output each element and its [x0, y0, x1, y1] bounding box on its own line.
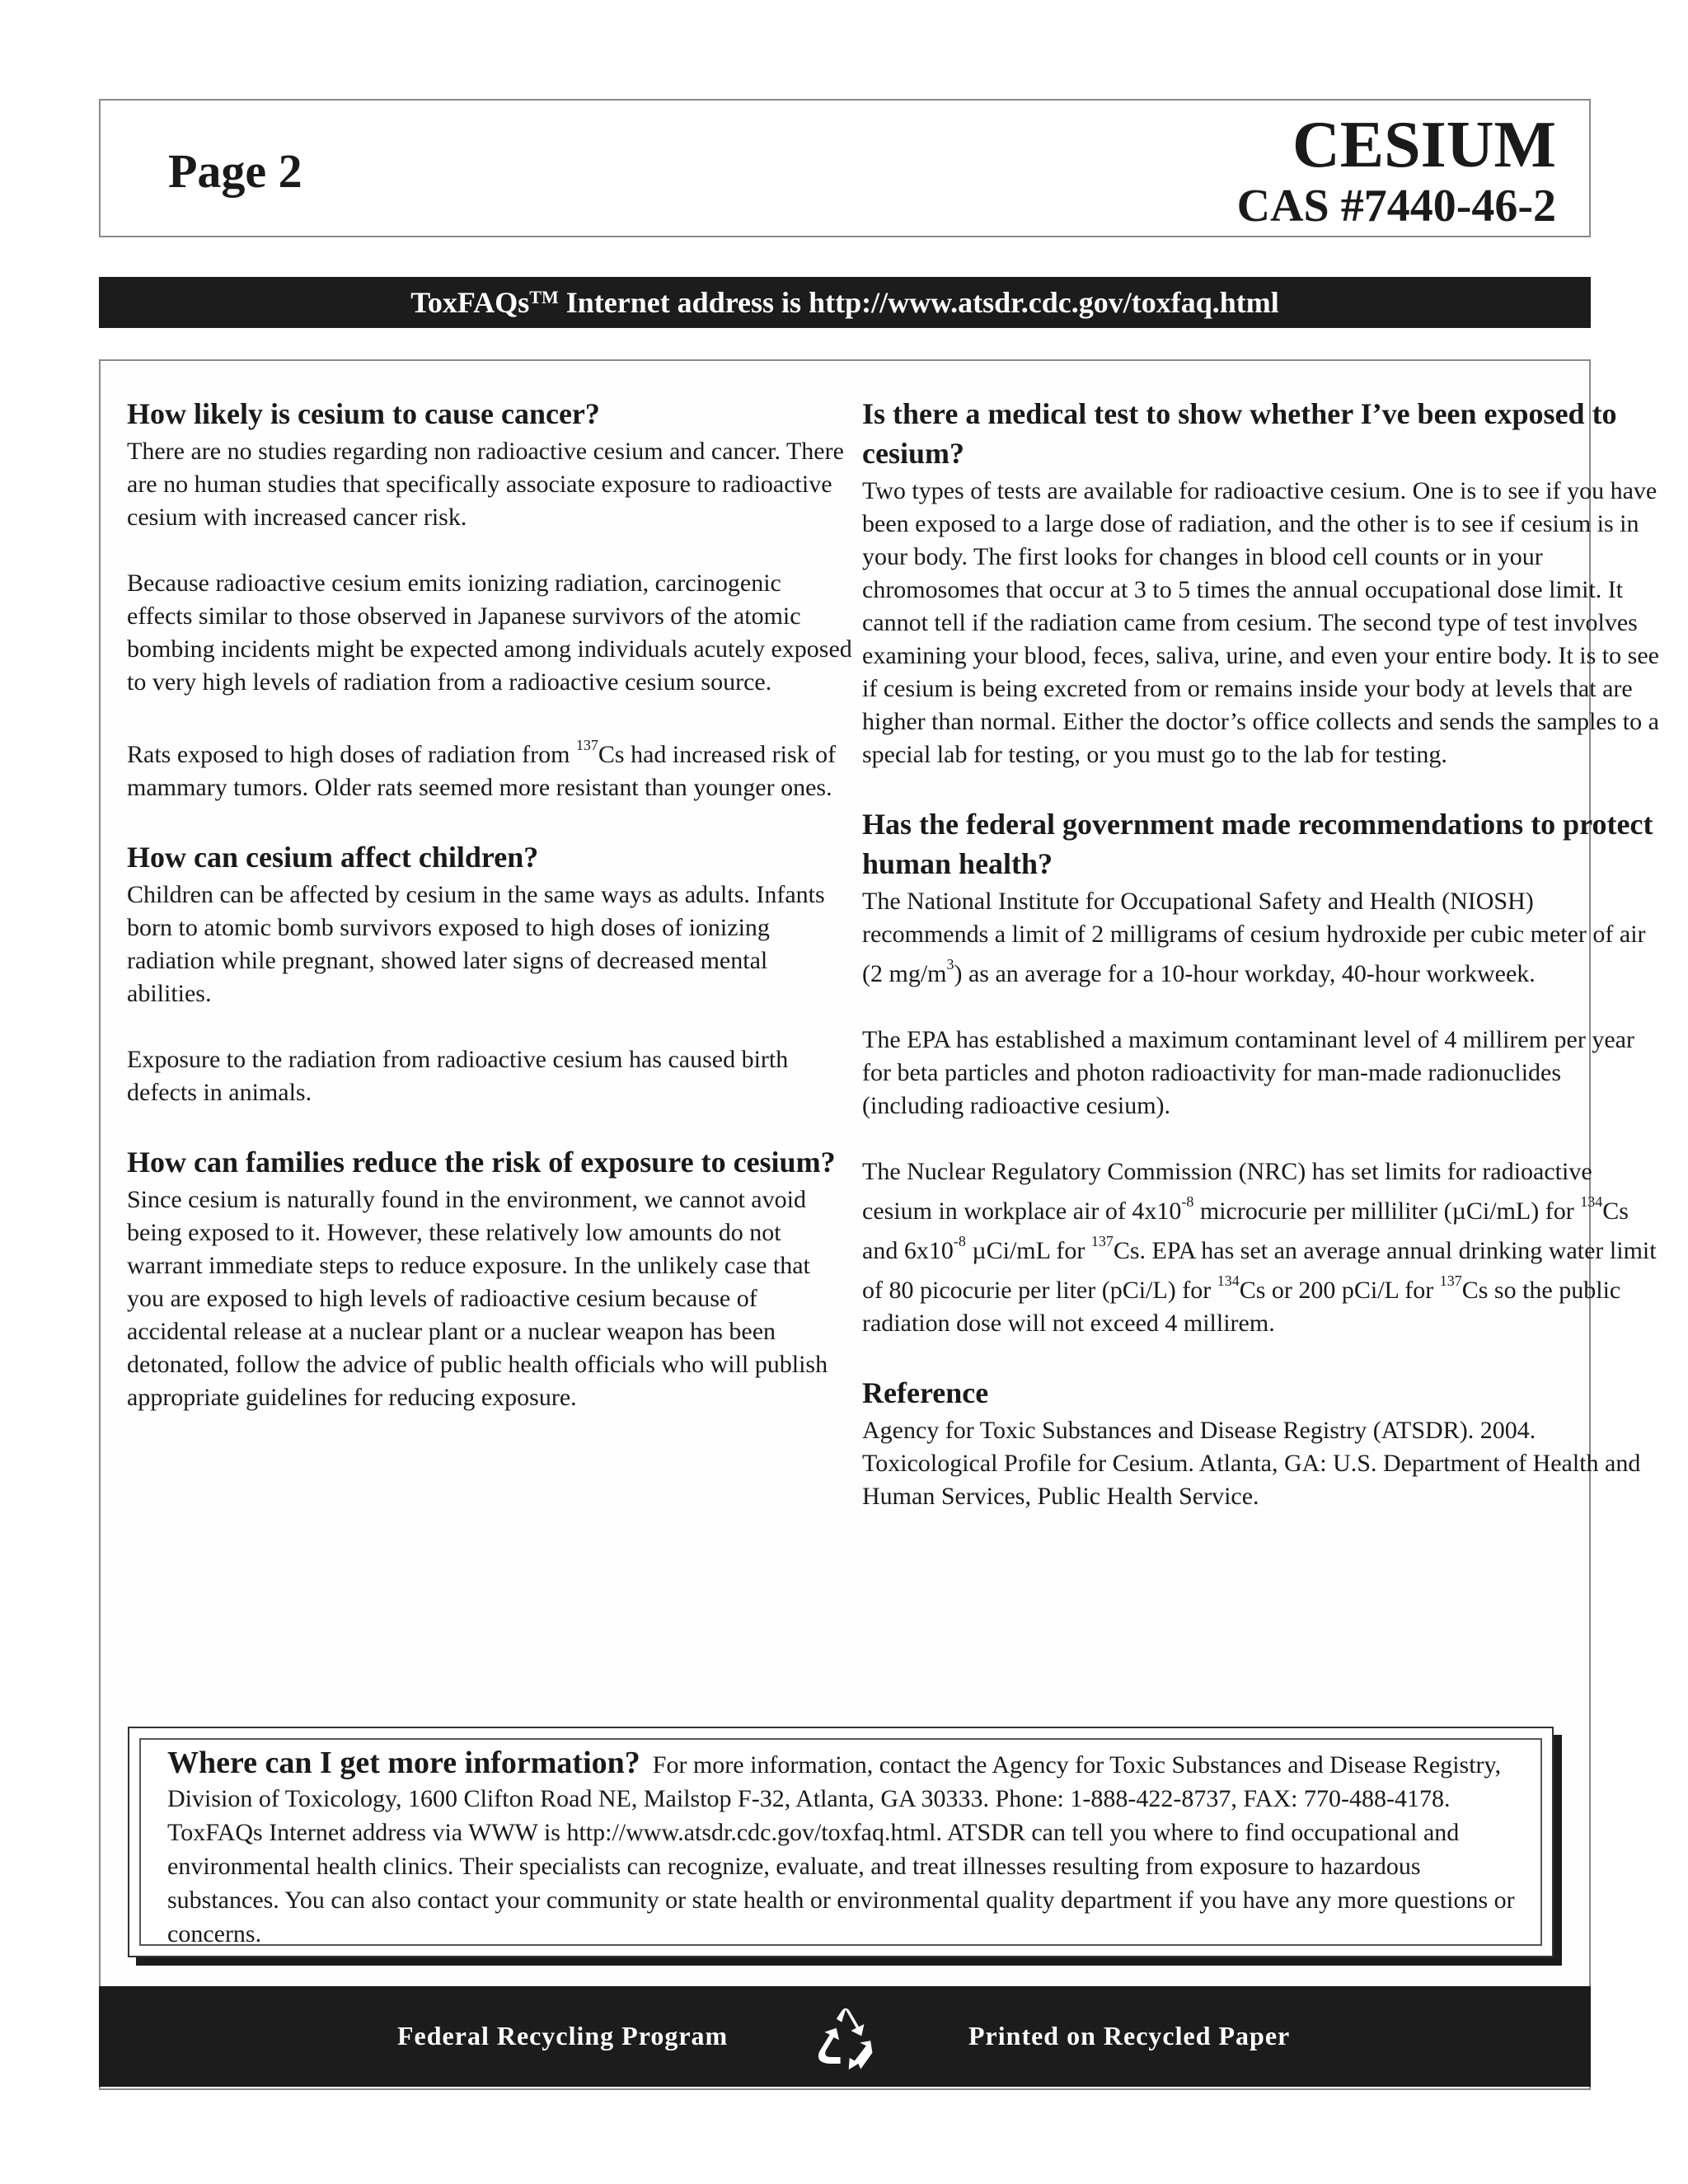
families-paragraph-1: Since cesium is naturally found in the environment, we cannot avoid being exposed to it. However, these relatively low amounts do not warrant immediate steps to reduce exposure. In the unlikely case that you are exposed to high levels of radioactive cesium because of accidental release at a nuclear plant or a nuclear weapon has been detonated, follow the advice of public health officials who will publish appropriate guidelines for reducing exposure.	[127, 1186, 828, 1411]
recommendations-paragraph-3	[862, 1155, 1662, 1340]
rec-p3-text-b: microcurie per milliliter (µCi/mL) for	[1193, 1197, 1581, 1225]
section-recommendations	[862, 804, 1662, 1340]
heading-medical-test: Is there a medical test to show whether I’ve been exposed to cesium?	[862, 397, 1617, 470]
recycled-paper-label: Printed on Recycled Paper	[968, 2021, 1291, 2050]
right-column	[862, 394, 1662, 1546]
document-title: CESIUM	[1292, 109, 1556, 181]
federal-recycling-label: Federal Recycling Program	[397, 2021, 729, 2050]
medical-test-paragraph-1: Two types of tests are available for radioactive cesium. One is to see if you have been exposed to a large dose of radiation, and the other is to see if cesium is in your body. The first looks for changes in blood cell counts or in your chromosomes that occur at 3 to 5 times the annual occupational dose limit. It cannot tell if the radiation came from cesium. The second type of test involves examining your blood, feces, saliva, urine, and even your entire body. It is to see if cesium is being excreted from or remains inside your body at levels that are higher than normal. Either the doctor’s office collects and sends the samples to a special lab for testing, or you must go to the lab for testing.	[862, 477, 1659, 768]
toxfaqs-banner	[99, 277, 1591, 328]
section-families	[127, 1142, 852, 1414]
children-paragraph-1: Children can be affected by cesium in the same ways as adults. Infants born to atomic bomb survivors exposed to high doses of ionizing radiation while pregnant, showed later signs of decreased mental abilities.	[127, 881, 825, 1007]
heading-reference: Reference	[862, 1376, 989, 1409]
cancer-p3-text-a: Rats exposed to high doses of radiation from	[127, 741, 576, 768]
isotope-superscript: 137	[1439, 1272, 1462, 1289]
heading-children: How can cesium affect children?	[127, 841, 539, 874]
more-information-heading: Where can I get more information?	[167, 1746, 640, 1780]
cancer-p3-text-b: Cs had increased risk of mammary tumors. Older rats seemed more resistant than younger ones.	[127, 741, 837, 801]
rec-p1-text-a: The National Institute for Occupational Safety and Health (NIOSH) recommends a limit of 2 milligrams of cesium hydroxide per cubic meter of air (2 mg/m	[862, 888, 1646, 987]
rec-p3-text-c: Cs and 6x10	[862, 1197, 1629, 1264]
header-box	[99, 99, 1591, 237]
rec-p3-text-f: Cs or 200 pCi/L for	[1239, 1277, 1440, 1304]
rec-p1-text-b: ) as an average for a 10-hour workday, 40-hour workweek.	[954, 960, 1536, 987]
section-medical-test	[862, 394, 1662, 771]
cancer-paragraph-3	[127, 732, 852, 804]
exponent-superscript: -8	[1181, 1193, 1194, 1210]
banner-trademark: TM	[529, 287, 559, 307]
cas-number: CAS #7440-46-2	[1236, 180, 1556, 232]
banner-prefix: ToxFAQs	[410, 286, 530, 319]
heading-families: How can families reduce the risk of exposure to cesium?	[127, 1146, 836, 1179]
section-reference	[862, 1373, 1662, 1513]
left-column	[127, 394, 852, 1447]
heading-cancer: How likely is cesium to cause cancer?	[127, 397, 600, 430]
recommendations-paragraph-2: The EPA has established a maximum contaminant level of 4 millirem per year for beta particles and photon radioactivity for man-made radionuclides (including radioactive cesium).	[862, 1026, 1634, 1119]
page-label: Page 2	[168, 144, 302, 198]
recycle-icon	[813, 2004, 879, 2070]
cancer-paragraph-2: Because radioactive cesium emits ionizing radiation, carcinogenic effects similar to those observed in Japanese survivors of the atomic bombing incidents might be expected among individuals acutely exposed to very high levels of radiation from a radioactive cesium source.	[127, 569, 852, 696]
recommendations-paragraph-1	[862, 885, 1662, 991]
more-information-text: For more information, contact the Agency for Toxic Substances and Disease Registry, Division of Toxicology, 1600 Clifton Road NE, Mailstop F-32, Atlanta, GA 30333. Phone: 1-888-422-8737, FAX: 770-488-4178. ToxFAQs Internet address via WWW is http://www.atsdr.cdc.gov/toxfaq.html. ATSDR can tell you where to find occupational and environmental health clinics. Their specialists can recognize, evaluate, and treat illnesses resulting from exposure to hazardous substances. You can also contact your community or state health or environmental quality department if you have any more questions or concerns.	[167, 1751, 1515, 1947]
cancer-paragraph-1: There are no studies regarding non radioactive cesium and cancer. There are no human studies that specifically associate exposure to radioactive cesium with increased cancer risk.	[127, 438, 844, 531]
rec-p3-text-e: Cs. EPA has set an average annual drinking water limit of 80 picocurie per liter (pCi/L) for	[862, 1237, 1657, 1304]
isotope-superscript: 137	[575, 737, 598, 753]
footer-bar	[99, 1986, 1591, 2087]
banner-address: Internet address is http://www.atsdr.cdc.gov/toxfaq.html	[558, 286, 1279, 319]
reference-paragraph-1: Agency for Toxic Substances and Disease Registry (ATSDR). 2004. Toxicological Profile for Cesium. Atlanta, GA: U.S. Department of Health and Human Services, Public Health Service.	[862, 1417, 1641, 1510]
exponent-superscript: -8	[953, 1233, 966, 1249]
cubic-superscript: 3	[946, 956, 954, 972]
rec-p3-text-a: The Nuclear Regulatory Commission (NRC) has set limits for radioactive cesium in workplace air of 4x10	[862, 1158, 1592, 1225]
isotope-superscript: 134	[1217, 1272, 1240, 1289]
section-children	[127, 837, 852, 1109]
more-information-inner	[139, 1738, 1542, 1946]
more-information-box	[128, 1727, 1554, 1957]
children-paragraph-2: Exposure to the radiation from radioactive cesium has caused birth defects in animals.	[127, 1046, 789, 1106]
rec-p3-text-d: µCi/mL for	[965, 1237, 1091, 1264]
isotope-superscript: 134	[1580, 1193, 1603, 1210]
heading-recommendations: Has the federal government made recommendations to protect human health?	[862, 808, 1653, 880]
rec-p3-text-g: Cs so the public radiation dose will not exceed 4 millirem.	[862, 1277, 1621, 1337]
isotope-superscript: 137	[1090, 1233, 1114, 1249]
section-cancer	[127, 394, 852, 804]
